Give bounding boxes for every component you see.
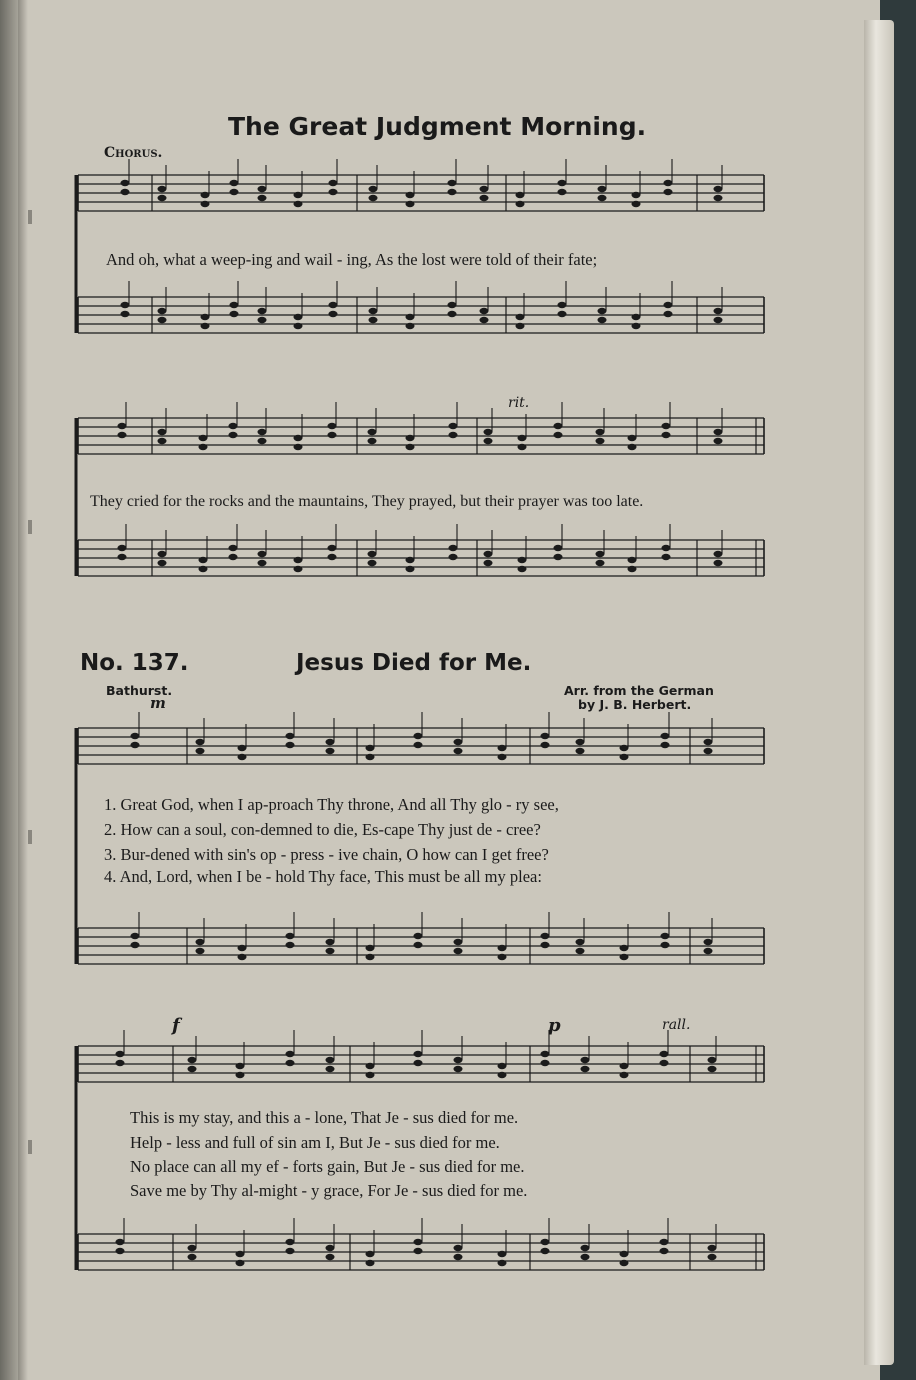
- verse-line: 4. And, Lord, when I be - hold Thy face, This must be all my plea:: [104, 867, 542, 886]
- verse-line: Help - less and full of sin am I, But Je - sus died for me.: [130, 1133, 500, 1152]
- dynamic-marking: f: [172, 1015, 180, 1036]
- arranger-credit: Arr. from the German: [564, 683, 714, 698]
- verse-line: 2. How can a soul, con-demned to die, Es-cape Thy just de - cree?: [104, 820, 541, 839]
- hymn-number: No. 137.: [80, 650, 189, 676]
- tune-name: Bathurst.: [106, 683, 173, 698]
- dynamic-marking: m: [150, 694, 166, 712]
- hymn-title: The Great Judgment Morning.: [228, 112, 647, 141]
- lyric-line: And oh, what a weep-ing and wail - ing, As the lost were told of their fate;: [106, 250, 598, 269]
- verse-line: This is my stay, and this a - lone, That Je - sus died for me.: [130, 1108, 519, 1127]
- dynamic-marking: p: [548, 1015, 561, 1036]
- verse-line: Save me by Thy al-might - y grace, For Je - sus died for me.: [130, 1181, 528, 1200]
- hymn-title: Jesus Died for Me.: [296, 650, 532, 676]
- rallentando-marking: rall.: [662, 1017, 691, 1033]
- verse-line: 1. Great God, when I ap-proach Thy throne, And all Thy glo - ry see,: [104, 795, 559, 814]
- lyric-line: They cried for the rocks and the mauntains, They prayed, but their prayer was too late.: [90, 493, 644, 510]
- chorus-label: Chorus.: [104, 145, 163, 161]
- arranger-credit: by J. B. Herbert.: [578, 697, 692, 712]
- verse-line: 3. Bur-dened with sin's op - press - ive chain, O how can I get free?: [104, 845, 549, 864]
- ritardando-marking: rit.: [508, 395, 530, 411]
- verse-line: No place can all my ef - forts gain, But Je - sus died for me.: [130, 1157, 525, 1176]
